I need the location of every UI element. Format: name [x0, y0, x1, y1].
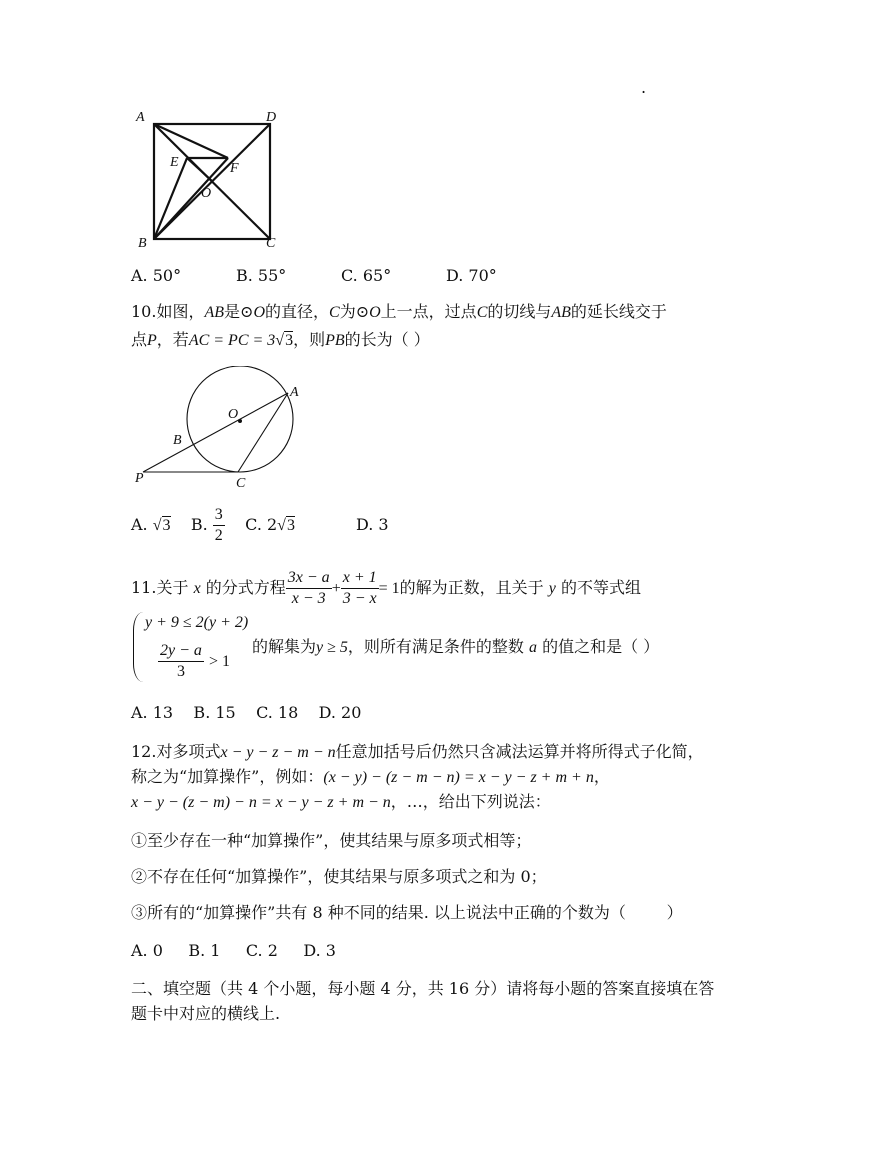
q10-line2 [131, 330, 430, 351]
q11-system-brace [133, 612, 144, 682]
q10-text: 如图， [156, 302, 205, 321]
label-F: F [230, 161, 239, 176]
label-C: C [266, 236, 276, 251]
stray-dot: . [641, 78, 647, 97]
section2-line2: 题卡中对应的横线上. [131, 1004, 281, 1023]
section2-line1: 二、填空题（共 4 个小题，每小题 4 分，共 16 分）请将每小题的答案直接填在答 [131, 979, 715, 998]
q12-text: 对多项式 [156, 742, 221, 761]
math-polynomial: x − y − z − m − n [220, 744, 336, 761]
figure-square-abcd [130, 106, 300, 251]
label-B: B [138, 236, 147, 251]
math-AB: AB [204, 304, 225, 321]
label-E: E [170, 155, 179, 170]
q10-option-b [190, 506, 225, 544]
q10-text: 为⊙ [339, 302, 370, 321]
q11-text: ，则所有满足条件的整数 [347, 637, 524, 656]
q12-statement-3: ③所有的“加算操作”共有 8 种不同的结果. 以上说法中正确的个数为（ ） [131, 903, 683, 922]
math-example-1: (x − y) − (z − m − n) = x − y − z + m + n [323, 769, 594, 786]
math-ineq: y ≥ 5 [316, 639, 348, 656]
q12-text: 称之为“加算操作”，例如： [131, 767, 324, 786]
fraction-2 [341, 568, 379, 609]
center-point [238, 419, 242, 423]
q10-text: 上一点，过点 [380, 302, 477, 321]
q10-number: 10. [131, 302, 157, 321]
sqrt-sign: √ [275, 332, 285, 349]
math-O: O [253, 304, 265, 321]
q9-option-d: D. 70° [446, 266, 497, 285]
denominator: 3 [176, 663, 185, 680]
sqrt-arg: 3 [286, 517, 295, 534]
q11-system-eq1: y + 9 ≤ 2(y + 2) [145, 614, 249, 631]
q10-text: ，若 [156, 330, 189, 349]
q9-option-a: A. 50° [131, 266, 182, 285]
denominator: x − 3 [291, 590, 326, 607]
numerator: 2y − a [158, 641, 204, 662]
inequality-rhs: > 1 [209, 653, 231, 670]
q10-option-a [131, 515, 171, 534]
label-D: D [266, 110, 277, 125]
math-C: C [329, 304, 340, 321]
sqrt-sign: √ [277, 517, 286, 534]
fraction [213, 505, 225, 546]
label-A: A [136, 110, 145, 125]
q10-option-c [245, 515, 295, 534]
label-C: C [236, 476, 246, 491]
q10-text: 的直径， [265, 302, 330, 321]
option-label: B. [190, 515, 208, 534]
math-AB: AB [551, 304, 571, 321]
fraction [158, 641, 204, 682]
q11-text: 的值之和是（ ） [542, 637, 660, 656]
q9-option-c: C. 65° [341, 266, 392, 285]
q12-line3 [131, 792, 551, 813]
q11-text: 关于 [156, 578, 189, 597]
math-O: O [369, 304, 381, 321]
label-A: A [290, 385, 299, 400]
q10-text: ，则 [293, 330, 326, 349]
label-B: B [173, 433, 182, 448]
label-O: O [201, 186, 212, 201]
math-y: y [548, 580, 556, 597]
denominator: 3 − x [342, 590, 377, 607]
option-label: A. [131, 515, 148, 534]
sqrt-sign: √ [152, 517, 162, 534]
math-equation: AC = PC = 3 [188, 332, 276, 349]
q12-text: ，…，给出下列说法： [390, 792, 551, 811]
q12-options: A. 0 B. 1 C. 2 D. 3 [131, 941, 336, 960]
q11-text: 的解为正数，且关于 [399, 578, 544, 597]
q12-line2 [131, 767, 610, 788]
sqrt-arg: 3 [162, 517, 171, 534]
q11-text: 的解集为 [252, 637, 317, 656]
sqrt-arg: 3 [285, 332, 294, 349]
q10-text: 是⊙ [224, 302, 254, 321]
numerator: 3 [213, 505, 225, 526]
q12-text: 任意加括号后仍然只含减法运算并将所得式子化简， [335, 742, 704, 761]
q10-text: 的延长线交于 [570, 302, 667, 321]
math-C: C [476, 304, 488, 321]
q11-text: 的分式方程 [205, 578, 286, 597]
q11-system-eq2 [158, 641, 230, 682]
label-O: O [228, 407, 239, 422]
math-a: a [529, 639, 538, 656]
q12-statement-2: ②不存在任何“加算操作”，使其结果与原多项式之和为 0； [131, 867, 547, 886]
option-label: C. 2 [245, 515, 278, 534]
numerator: x + 1 [341, 568, 379, 589]
q10-options [131, 500, 389, 550]
q11-line1 [131, 563, 641, 613]
q11-options: A. 13 B. 15 C. 18 D. 20 [131, 703, 362, 722]
figure-circle [130, 366, 310, 491]
q10-line1 [131, 302, 667, 323]
math-PB: PB [325, 332, 345, 349]
math-example-2: x − y − (z − m) − n = x − y − z + m − n [131, 794, 391, 811]
label-P: P [135, 471, 144, 486]
math-x: x [193, 580, 201, 597]
denominator: 2 [214, 527, 223, 544]
equals-one: = 1 [378, 580, 400, 597]
q12-text: ， [593, 767, 610, 786]
q11-number: 11. [131, 578, 157, 597]
q12-line1 [131, 742, 704, 763]
numerator: 3x − a [286, 568, 332, 589]
q12-statement-1: ①至少存在一种“加算操作”，使其结果与原多项式相等； [131, 831, 532, 850]
q10-text: 的长为（ ） [344, 330, 430, 349]
q12-number: 12. [131, 742, 157, 761]
q10-text: 的切线与 [487, 302, 552, 321]
plus-sign: + [331, 580, 341, 597]
math-P: P [147, 332, 157, 349]
q11-line2 [252, 637, 659, 658]
q10-text: 点 [131, 330, 148, 349]
q10-option-d: D. 3 [355, 515, 389, 534]
fraction-1 [286, 568, 332, 609]
q11-text: 的不等式组 [560, 578, 641, 597]
q9-option-b: B. 55° [236, 266, 287, 285]
